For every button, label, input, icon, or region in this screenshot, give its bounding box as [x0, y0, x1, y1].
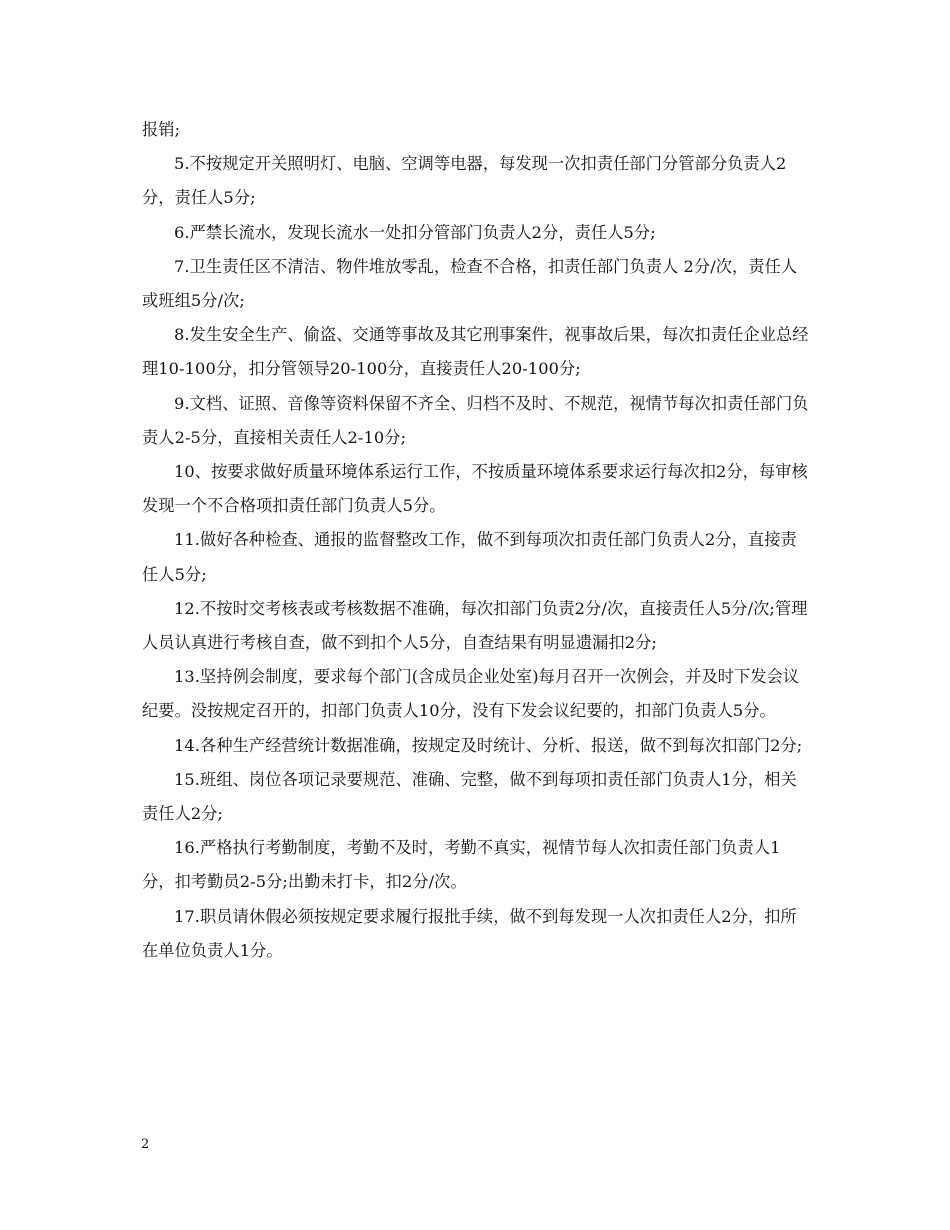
paragraph: 8.发生安全生产、偷盗、交通等事故及其它刑事案件，视事故后果，每次扣责任企业总经理10-100分，扣分管领导20-100分，直接责任人20-100分;: [142, 325, 809, 379]
paragraph: 7.卫生责任区不清洁、物件堆放零乱，检查不合格，扣责任部门负责人 2分/次，责任人或班组5分/次;: [142, 256, 798, 311]
paragraph: 报销;: [142, 120, 181, 139]
paragraph: 17.职员请休假必须按规定要求履行报批手续，做不到每发现一人次扣责任人2分，扣所在单位负责人1分。: [142, 906, 797, 960]
paragraph: 11.做好各种检查、通报的监督整改工作，做不到每项次扣责任部门负责人2分，直接责任人5分;: [142, 530, 797, 584]
paragraph: 5.不按规定开关照明灯、电脑、空调等电器，每发现一次扣责任部门分管部分负责人2分，责任人5分;: [142, 154, 787, 208]
paragraph: 10、按要求做好质量环境体系运行工作，不按质量环境体系要求运行每次扣2分，每审核发现一个不合格项扣责任部门负责人5分。: [142, 462, 808, 516]
paragraph: 16.严格执行考勤制度，考勤不及时，考勤不真实，视情节每人次扣责任部门负责人1分，扣考勤员2-5分;出勤未打卡，扣2分/次。: [142, 838, 781, 892]
paragraph: 6.严禁长流水，发现长流水一处扣分管部门负责人2分，责任人5分;: [174, 222, 656, 242]
paragraph: 13.坚持例会制度，要求每个部门(含成员企业处室)每月召开一次例会，并及时下发会议纪要。没按规定召开的，扣部门负责人10分，没有下发会议纪要的，扣部门负责人5分。: [142, 667, 800, 721]
page-number: 2: [141, 1137, 150, 1152]
paragraph: 14.各种生产经营统计数据准确，按规定及时统计、分析、报送，做不到每次扣部门2分;: [174, 735, 803, 755]
paragraph: 15.班组、岗位各项记录要规范、准确、完整，做不到每项扣责任部门负责人1分，相关责任人2分;: [142, 769, 797, 824]
paragraph: 12.不按时交考核表或考核数据不准确，每次扣部门负责2分/次，直接责任人5分/次;管理人员认真进行考核自查，做不到扣个人5分，自查结果有明显遗漏扣2分;: [142, 598, 808, 653]
paragraph: 9.文档、证照、音像等资料保留不齐全、归档不及时、不规范，视情节每次扣责任部门负责人2-5分，直接相关责任人2-10分;: [142, 393, 809, 447]
document-body: [142, 113, 812, 968]
